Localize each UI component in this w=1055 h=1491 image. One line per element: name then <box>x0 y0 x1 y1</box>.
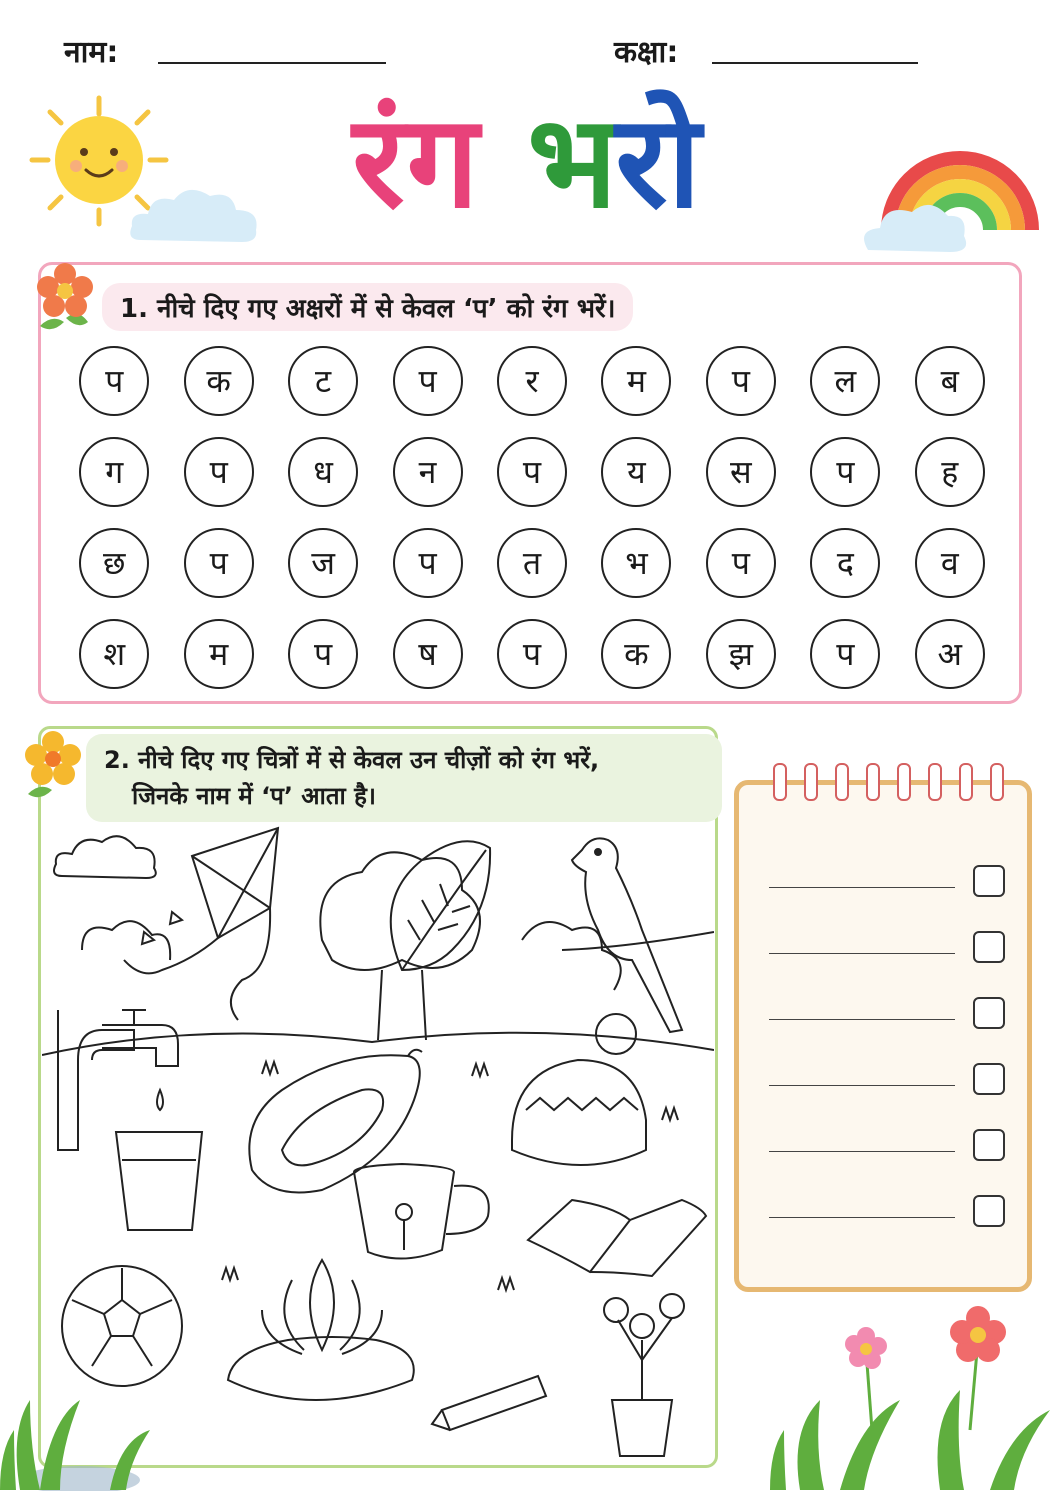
letter-circle[interactable]: प <box>393 346 463 416</box>
letter-circle[interactable]: ध <box>288 437 358 507</box>
letter-circle[interactable]: र <box>497 346 567 416</box>
letter-cell <box>166 608 270 699</box>
letter-cell <box>793 335 897 426</box>
section-2-instruction <box>86 734 722 822</box>
letter-circle[interactable]: प <box>184 437 254 507</box>
name-input-line[interactable] <box>158 62 386 64</box>
answer-line[interactable] <box>769 887 955 888</box>
class-label: कक्षा: <box>614 35 679 70</box>
letter-cell <box>689 335 793 426</box>
spiral-ring <box>804 763 818 801</box>
letter-cell <box>62 608 166 699</box>
answer-checkbox[interactable] <box>973 1195 1005 1227</box>
letter-circle[interactable]: अ <box>915 619 985 689</box>
letter-cell <box>898 517 1002 608</box>
letter-circle[interactable]: प <box>184 528 254 598</box>
letter-circle[interactable]: ल <box>810 346 880 416</box>
letter-circle[interactable]: व <box>915 528 985 598</box>
letter-cell <box>689 517 793 608</box>
letter-cell <box>375 426 479 517</box>
letter-circle[interactable]: प <box>706 528 776 598</box>
title-part-bha: भ <box>527 88 620 237</box>
kite-icon <box>124 828 278 1020</box>
answer-row <box>769 931 1009 961</box>
letter-cell <box>584 608 688 699</box>
spiral-ring <box>959 763 973 801</box>
letter-circle[interactable]: प <box>497 437 567 507</box>
class-input-line[interactable] <box>712 62 918 64</box>
letter-circle[interactable]: स <box>706 437 776 507</box>
letter-circle[interactable]: भ <box>601 528 671 598</box>
letter-circle[interactable]: प <box>393 528 463 598</box>
letter-cell <box>898 608 1002 699</box>
flower-icon <box>30 256 100 336</box>
letter-circle[interactable]: म <box>601 346 671 416</box>
letter-circle[interactable]: न <box>393 437 463 507</box>
letter-circle[interactable]: प <box>810 437 880 507</box>
letter-cell <box>62 426 166 517</box>
instruction-line-1: 2. नीचे दिए गए चित्रों में से केवल उन चीज़ों को रंग भरें, <box>104 746 600 774</box>
answer-checkbox[interactable] <box>973 1129 1005 1161</box>
letter-circle[interactable]: ग <box>79 437 149 507</box>
answer-row <box>769 1129 1009 1159</box>
letter-circle[interactable]: प <box>288 619 358 689</box>
letter-circle[interactable]: ज <box>288 528 358 598</box>
letter-cell <box>898 426 1002 517</box>
letter-circle[interactable]: श <box>79 619 149 689</box>
letter-cell <box>271 426 375 517</box>
spiral-ring <box>835 763 849 801</box>
letter-cell <box>584 426 688 517</box>
letter-circle[interactable]: ब <box>915 346 985 416</box>
lotus-icon <box>228 1260 414 1400</box>
letter-circle[interactable]: ष <box>393 619 463 689</box>
letter-cell <box>271 517 375 608</box>
title-part-ro: रो <box>615 88 703 237</box>
letter-cell <box>375 517 479 608</box>
letter-cell <box>480 608 584 699</box>
spiral-ring <box>990 763 1004 801</box>
spiral-ring <box>928 763 942 801</box>
letter-cell <box>480 426 584 517</box>
letter-cell <box>480 335 584 426</box>
letter-circle[interactable]: क <box>601 619 671 689</box>
answer-line[interactable] <box>769 1019 955 1020</box>
answer-checkbox[interactable] <box>973 865 1005 897</box>
letter-cell <box>271 608 375 699</box>
instruction-line-2: जिनके नाम में ‘प’ आता है। <box>132 782 376 810</box>
woolen-cap-icon <box>512 1014 646 1165</box>
answer-row <box>769 1063 1009 1093</box>
letter-cell <box>62 517 166 608</box>
letter-circle[interactable]: प <box>79 346 149 416</box>
answer-checkbox[interactable] <box>973 931 1005 963</box>
letter-circle[interactable]: ट <box>288 346 358 416</box>
letter-cell <box>480 517 584 608</box>
letter-cell <box>375 608 479 699</box>
section-1-instruction: 1. नीचे दिए गए अक्षरों में से केवल ‘प’ को रंग भरें। <box>102 283 633 331</box>
letter-cell <box>166 517 270 608</box>
letter-cell <box>793 517 897 608</box>
answer-row <box>769 865 1009 895</box>
letter-circle[interactable]: प <box>706 346 776 416</box>
title-word-rang: रंग <box>352 88 481 237</box>
glass-icon <box>116 1132 202 1230</box>
pencil-icon <box>432 1376 546 1430</box>
letter-circle[interactable]: प <box>810 619 880 689</box>
letter-circle[interactable]: झ <box>706 619 776 689</box>
letter-cell <box>584 335 688 426</box>
spiral-ring <box>897 763 911 801</box>
letter-circle[interactable]: म <box>184 619 254 689</box>
answer-checkbox[interactable] <box>973 997 1005 1029</box>
letter-cell <box>166 426 270 517</box>
letter-cell <box>689 608 793 699</box>
answer-line[interactable] <box>769 1085 955 1086</box>
name-label: नाम: <box>64 35 119 70</box>
letter-circle[interactable]: य <box>601 437 671 507</box>
cup-icon <box>354 1164 489 1259</box>
answer-row <box>769 997 1009 1027</box>
answer-notepad <box>734 780 1032 1292</box>
letter-circle[interactable]: द <box>810 528 880 598</box>
answer-checkbox[interactable] <box>973 1063 1005 1095</box>
answer-line[interactable] <box>769 953 955 954</box>
spiral-ring <box>866 763 880 801</box>
letter-cell <box>271 335 375 426</box>
tap-icon <box>58 1010 178 1150</box>
letter-cell <box>689 426 793 517</box>
flower-pot-icon <box>604 1294 684 1456</box>
answer-row <box>769 1195 1009 1225</box>
letter-circle[interactable]: ह <box>915 437 985 507</box>
letter-circle[interactable]: क <box>184 346 254 416</box>
letter-grid <box>62 335 1002 695</box>
spiral-ring <box>773 763 787 801</box>
letter-cell <box>898 335 1002 426</box>
flowers-decoration <box>760 1300 1055 1491</box>
letter-cell <box>375 335 479 426</box>
letter-cell <box>584 517 688 608</box>
letter-cell <box>793 608 897 699</box>
parrot-icon <box>562 838 714 1032</box>
answer-line[interactable] <box>769 1217 955 1218</box>
papaya-icon <box>249 1050 422 1193</box>
letter-cell <box>166 335 270 426</box>
letter-circle[interactable]: छ <box>79 528 149 598</box>
letter-cell <box>62 335 166 426</box>
book-icon <box>528 1200 706 1276</box>
cloud-icon <box>54 836 156 878</box>
letter-circle[interactable]: त <box>497 528 567 598</box>
letter-circle[interactable]: प <box>497 619 567 689</box>
leaf-icon <box>391 841 490 970</box>
flower-icon <box>18 724 88 804</box>
grass-decoration <box>0 1330 190 1491</box>
rainbow-icon <box>860 80 1040 260</box>
answer-line[interactable] <box>769 1151 955 1152</box>
letter-cell <box>793 426 897 517</box>
